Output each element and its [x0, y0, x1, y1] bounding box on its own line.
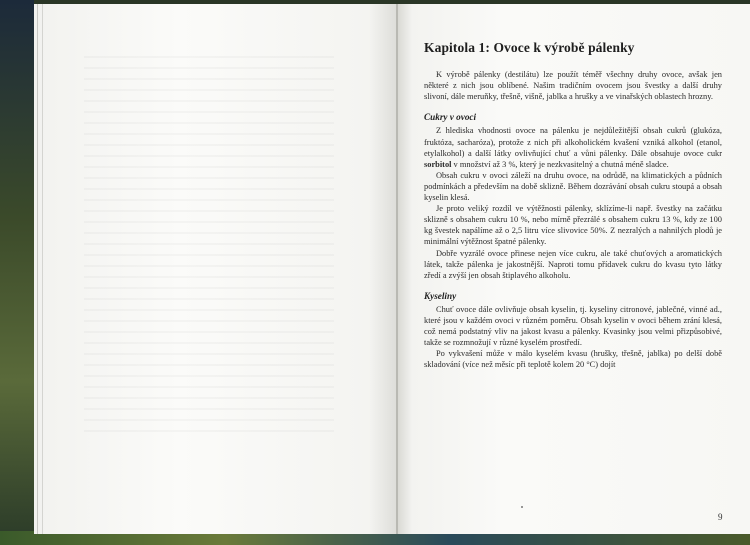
background-left	[0, 0, 34, 545]
paragraph: Je proto veliký rozdíl ve výtěžnosti pálenky, sklízíme-li např. švestky na začátku sklizně s obsahem cukru 10 %, nebo mírně přezrálé s obsahem cukru 13 %, kdy ze 100 kg švestek napálíme až o 2,5 litru více slivovice 50%. Z nezralých a nahnilých plodů je minimální výtěžnost špatné pálenky.	[424, 204, 722, 247]
paragraph: Dobře vyzrálé ovoce přinese nejen více cukru, ale také chuťových a aromatických látek, takže pálenka je jakostnější. Naproti tomu přídavek cukru do kvasu tyto látky zředí a zvýší jen obsah štiplavého alkoholu.	[424, 248, 722, 280]
section-heading-sugars: Cukry v ovoci	[424, 112, 477, 123]
section-heading-acids: Kyseliny	[424, 290, 457, 301]
page-number: 9	[718, 512, 723, 522]
paragraph: Po vykvašení může v málo kyselém kvasu (hrušky, třešně, jablka) po delší době skladování (více než měsíc při teplotě kolem 20 °C) dojít	[424, 349, 722, 370]
text: v množství až 3 %, který je nezkvasitelný a chutná méně sladce.	[451, 159, 669, 169]
paragraph: Obsah cukru v ovoci záleží na druhu ovoce, na odrůdě, na klimatických a půdních podmínkách a především na době sklizně. Během dozrávání obsah cukru stoupá a obsah kyselin klesá.	[424, 170, 722, 203]
page-edge	[37, 4, 38, 534]
text: Z hlediska vhodnosti ovoce na pálenku je nejdůležitější obsah cukrů (glukóza, fruktóza, sacharóza), protože z nich při alkoholickém kvašení vzniká alkohol (etanol, etylalkohol) a další látky ovlivňující chuť a vůni pálenky. Dále obsahuje ovoce cukr	[424, 126, 722, 158]
paragraph	[424, 125, 722, 169]
page-content	[424, 42, 722, 370]
page-edge	[42, 4, 43, 534]
paragraph: Chuť ovoce dále ovlivňuje obsah kyselin, tj. kyseliny citronové, jablečné, vinné ad., které jsou v každém ovoci v různém poměru. Obsah kyselin v ovoci během zrání klesá, což nemá podstatný vliv na jakost kvasu a pálenky. Kvasinky jsou velmi přizpůsobivé, takže se rozmnožují v různé kyselém prostředí.	[424, 304, 722, 348]
intro-paragraph: K výrobě pálenky (destilátu) lze použít téměř všechny druhy ovoce, avšak jen některé z nich jsou oblíbené. Našim tradičním ovocem jsou švestky a další druhy slivoní, dále meruňky, třešně, višně, jablka a hrušky a ve vinařských oblastech hrozny.	[424, 70, 722, 102]
print-speck	[521, 506, 523, 508]
bleed-through-text	[84, 56, 334, 436]
left-page	[34, 4, 398, 534]
chapter-title: Kapitola 1: Ovoce k výrobě pálenky	[424, 40, 635, 55]
bold-term: sorbitol	[424, 159, 452, 169]
right-page	[398, 4, 750, 534]
